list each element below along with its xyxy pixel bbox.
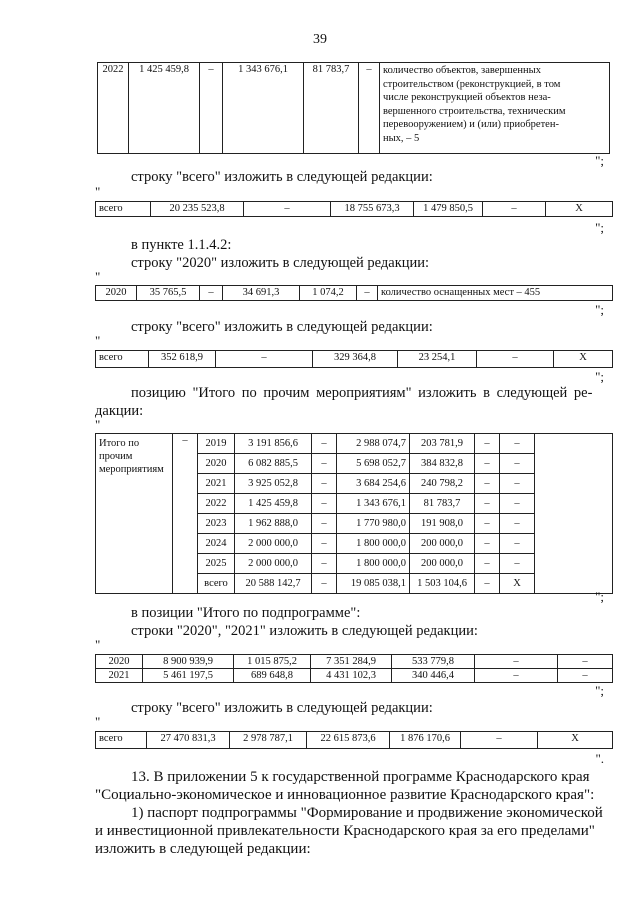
- closing-quote: ".: [595, 751, 604, 766]
- cell-total: 35 765,5: [137, 286, 200, 301]
- table-total-row: [95, 350, 613, 368]
- cell-year: 2020: [96, 655, 143, 669]
- cell-fed: –: [312, 454, 337, 474]
- closing-quote: ";: [595, 153, 604, 168]
- cell-loc: 384 832,8: [410, 454, 475, 474]
- cell-other: –: [357, 286, 378, 301]
- instruction-line: в позиции "Итого по подпрограмме":: [131, 605, 361, 621]
- cell-fed: –: [312, 574, 337, 594]
- cell-total: 1 425 459,8: [235, 494, 312, 514]
- cell-loc: 191 908,0: [410, 514, 475, 534]
- cell-result: Х: [546, 202, 613, 217]
- cell-other: –: [475, 434, 500, 454]
- cell-fed: –: [200, 286, 223, 301]
- cell-total: 6 082 885,5: [235, 454, 312, 474]
- paragraph-line: 1) паспорт подпрограммы "Формирование и продвижение экономической: [131, 805, 603, 821]
- instruction-line: строку "всего" изложить в следующей редакции:: [131, 169, 433, 185]
- cell-loc: 203 781,9: [410, 434, 475, 454]
- cell-result: Х: [538, 732, 613, 749]
- cell-total: 2 000 000,0: [235, 554, 312, 574]
- cell-res: –: [500, 494, 535, 514]
- cell-year: 2025: [198, 554, 235, 574]
- cell-fed: 1 015 875,2: [234, 655, 311, 669]
- cell-other: –: [475, 534, 500, 554]
- opening-quote: ": [95, 714, 101, 729]
- cell-reg: 34 691,3: [223, 286, 300, 301]
- cell-reg: 22 615 873,6: [307, 732, 390, 749]
- cell-res: –: [500, 474, 535, 494]
- cell-reg: 7 351 284,9: [311, 655, 392, 669]
- cell-loc: 240 798,2: [410, 474, 475, 494]
- closing-quote: ";: [595, 589, 604, 604]
- result-line: строительством (реконструкцией, в том: [383, 78, 561, 90]
- cell-total: 3 191 856,6: [235, 434, 312, 454]
- opening-quote: ": [95, 269, 101, 284]
- cell-other: –: [475, 454, 500, 474]
- cell-fed: –: [312, 474, 337, 494]
- cell-fed: 2 978 787,1: [230, 732, 307, 749]
- cell-res: –: [500, 434, 535, 454]
- cell-res: –: [558, 655, 613, 669]
- cell-dash: –: [173, 434, 198, 594]
- cell-other: –: [461, 732, 538, 749]
- cell-result: количество оснащенных мест – 455: [378, 286, 613, 301]
- cell-result: [380, 63, 610, 154]
- cell-res: –: [500, 514, 535, 534]
- cell-year: всего: [198, 574, 235, 594]
- cell-other: –: [475, 574, 500, 594]
- cell-loc: 23 254,1: [398, 351, 477, 368]
- table-row: [96, 669, 613, 683]
- cell-res: –: [500, 554, 535, 574]
- instruction-line: строки "2020", "2021" изложить в следующей редакции:: [131, 623, 478, 639]
- cell-year: 2022: [98, 63, 129, 154]
- table-other-activities: [95, 433, 613, 594]
- cell-reg: 1 343 676,1: [337, 494, 410, 514]
- cell-reg: 19 085 038,1: [337, 574, 410, 594]
- cell-other: –: [475, 669, 558, 683]
- cell-loc: 1 479 850,5: [414, 202, 483, 217]
- table-row: [96, 655, 613, 669]
- paragraph-line: 13. В приложении 5 к государственной программе Краснодарского края: [131, 769, 590, 785]
- table-row: [96, 732, 613, 749]
- cell-reg: 1 800 000,0: [337, 534, 410, 554]
- cell-label: всего: [96, 351, 149, 368]
- cell-total: 27 470 831,3: [147, 732, 230, 749]
- cell-year: 2020: [198, 454, 235, 474]
- table-row: [96, 202, 613, 217]
- cell-fed: –: [312, 554, 337, 574]
- cell-other: –: [475, 494, 500, 514]
- cell-label: всего: [96, 202, 151, 217]
- cell-year: 2022: [198, 494, 235, 514]
- cell-total: 352 618,9: [149, 351, 216, 368]
- table-2022-row: [97, 62, 610, 154]
- opening-quote: ": [95, 184, 101, 199]
- cell-total: 3 925 052,8: [235, 474, 312, 494]
- cell-year: 2021: [96, 669, 143, 683]
- table-2020-row: [95, 285, 613, 301]
- cell-other: –: [477, 351, 554, 368]
- cell-total: 5 461 197,5: [143, 669, 234, 683]
- cell-loc: 81 783,7: [304, 63, 359, 154]
- result-line: числе реконструкцией объектов неза-: [383, 92, 551, 103]
- closing-quote: ";: [595, 220, 604, 235]
- cell-reg: 5 698 052,7: [337, 454, 410, 474]
- cell-result: Х: [554, 351, 613, 368]
- cell-total: 2 000 000,0: [235, 534, 312, 554]
- cell-total: 8 900 939,9: [143, 655, 234, 669]
- paragraph-line: изложить в следующей редакции:: [95, 841, 311, 857]
- table-row: [96, 434, 613, 454]
- instruction-line: строку "всего" изложить в следующей редакции:: [131, 319, 433, 335]
- opening-quote: ": [95, 333, 101, 348]
- instruction-line: строку "2020" изложить в следующей редакции:: [131, 255, 430, 271]
- cell-other: –: [475, 514, 500, 534]
- cell-reg: 1 770 980,0: [337, 514, 410, 534]
- paragraph-line: "Социально-экономическое и инновационное развитие Краснодарского края":: [95, 787, 595, 803]
- instruction-line: в пункте 1.1.4.2:: [131, 237, 232, 253]
- opening-quote: ": [95, 637, 101, 652]
- cell-loc: 1 876 170,6: [390, 732, 461, 749]
- cell-loc: 1 074,2: [300, 286, 357, 301]
- cell-reg: 18 755 673,3: [331, 202, 414, 217]
- table-total-row: [95, 201, 613, 217]
- cell-fed: 689 648,8: [234, 669, 311, 683]
- cell-reg: 329 364,8: [313, 351, 398, 368]
- cell-fed: –: [312, 494, 337, 514]
- cell-reg: 1 800 000,0: [337, 554, 410, 574]
- cell-other: –: [359, 63, 380, 154]
- cell-other: –: [483, 202, 546, 217]
- cell-reg: 3 684 254,6: [337, 474, 410, 494]
- cell-fed: –: [312, 434, 337, 454]
- cell-year: 2020: [96, 286, 137, 301]
- cell-res: –: [558, 669, 613, 683]
- cell-year: 2024: [198, 534, 235, 554]
- cell-reg: 1 343 676,1: [223, 63, 304, 154]
- cell-total: 1 425 459,8: [129, 63, 200, 154]
- cell-blank: [535, 434, 613, 594]
- cell-fed: –: [244, 202, 331, 217]
- result-line: перевооружением) и (или) приобретен-: [383, 119, 559, 130]
- result-line: количество объектов, завершенных: [383, 65, 541, 76]
- cell-res: –: [500, 454, 535, 474]
- instruction-line: позицию "Итого по прочим мероприятиям" изложить в следующей ре-: [131, 385, 593, 401]
- cell-loc: 81 783,7: [410, 494, 475, 514]
- cell-res: Х: [500, 574, 535, 594]
- cell-label: всего: [96, 732, 147, 749]
- cell-res: –: [500, 534, 535, 554]
- cell-fed: –: [312, 514, 337, 534]
- instruction-line: дакции:: [95, 403, 144, 419]
- table-row: [96, 351, 613, 368]
- opening-quote: ": [95, 417, 101, 432]
- cell-year: 2019: [198, 434, 235, 454]
- cell-loc: 340 446,4: [392, 669, 475, 683]
- cell-fed: –: [200, 63, 223, 154]
- cell-loc: 533 779,8: [392, 655, 475, 669]
- cell-reg: 4 431 102,3: [311, 669, 392, 683]
- cell-label: Итого по прочим мероприятиям: [96, 434, 173, 594]
- cell-year: 2021: [198, 474, 235, 494]
- cell-total: 1 962 888,0: [235, 514, 312, 534]
- cell-total: 20 588 142,7: [235, 574, 312, 594]
- cell-loc: 200 000,0: [410, 554, 475, 574]
- table-row: [96, 286, 613, 301]
- table-row: [98, 63, 610, 154]
- cell-other: –: [475, 655, 558, 669]
- cell-fed: –: [312, 534, 337, 554]
- closing-quote: ";: [595, 683, 604, 698]
- result-line: ных, – 5: [383, 132, 420, 144]
- cell-total: 20 235 523,8: [151, 202, 244, 217]
- result-line: вершенного строительства, техническим: [383, 105, 566, 117]
- table-subprogram-years: [95, 654, 613, 683]
- cell-loc: 1 503 104,6: [410, 574, 475, 594]
- cell-other: –: [475, 474, 500, 494]
- cell-reg: 2 988 074,7: [337, 434, 410, 454]
- page-number: 39: [313, 32, 327, 47]
- cell-loc: 200 000,0: [410, 534, 475, 554]
- cell-fed: –: [216, 351, 313, 368]
- closing-quote: ";: [595, 369, 604, 384]
- instruction-line: строку "всего" изложить в следующей редакции:: [131, 700, 433, 716]
- cell-other: –: [475, 554, 500, 574]
- cell-year: 2023: [198, 514, 235, 534]
- paragraph-line: и инвестиционной привлекательности Краснодарского края за его пределами": [95, 823, 595, 839]
- table-subprogram-total: [95, 731, 613, 749]
- closing-quote: ";: [595, 302, 604, 317]
